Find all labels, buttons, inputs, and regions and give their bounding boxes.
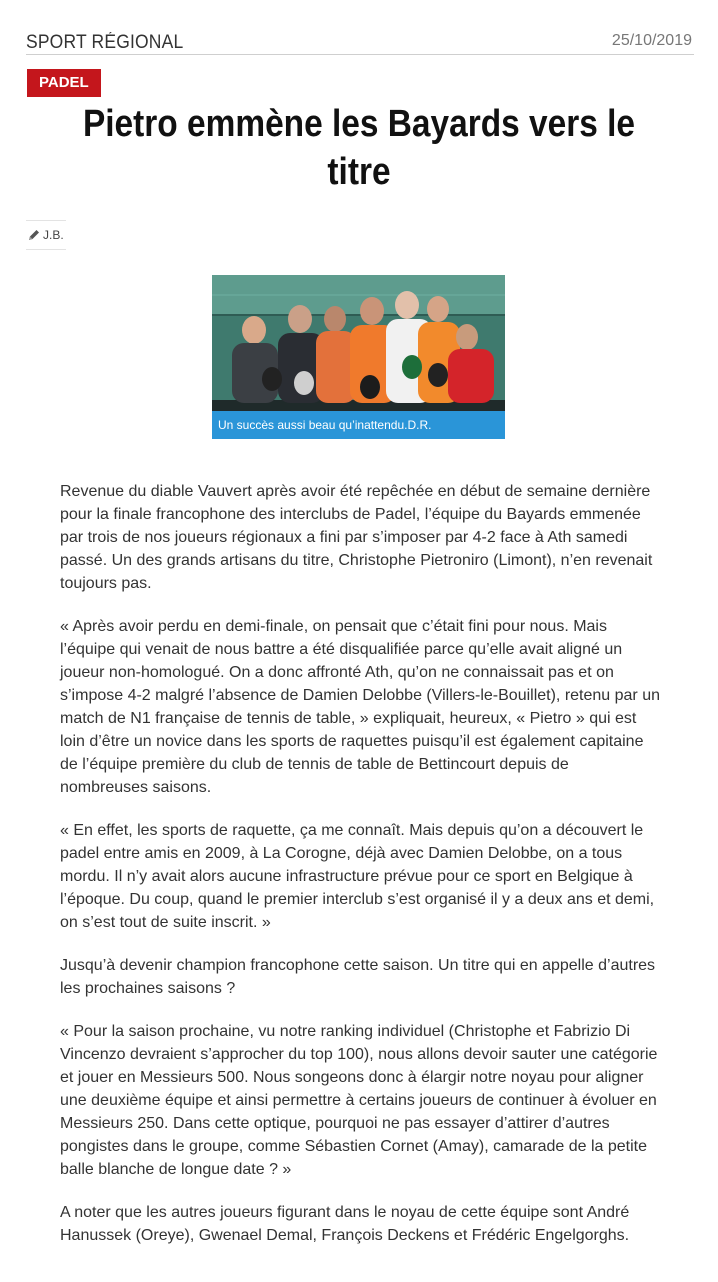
photo-caption: Un succès aussi beau qu’inattendu.D.R. bbox=[212, 411, 505, 439]
paragraph: « Après avoir perdu en demi-finale, on pensait que c’était fini pour nous. Mais l’équipe qui venait de nous battre a été disqualifiée parce qu’elle avait aligné un joueur non-homologué. On a donc affronté Ath, qu’on ne connaissait pas et on s’impose 4-2 malgré l’absence de Damien Delobbe (Villers-le-Bouillet), retenu par un match de N1 française de tennis de table, » expliquait, heureux, « Pietro » qui est loin d’être un novice dans les sports de raquettes puisqu’il est également capitaine de l’équipe première du club de tennis de table de Bettincourt depuis de nombreuses saisons. bbox=[60, 618, 660, 796]
article-figure[interactable] bbox=[212, 275, 505, 439]
section-header bbox=[26, 28, 694, 55]
paragraph: Revenue du diable Vauvert après avoir été repêchée en début de semaine dernière pour la finale francophone des interclubs de Padel, l’équipe du Bayards emmenée par trois de nos joueurs régionaux a fini par s’imposer par 4-2 face à Ath samedi passé. Un des grands artisans du titre, Christophe Pietroniro (Limont), n’en revenait toujours pas. bbox=[60, 483, 653, 592]
team-photo[interactable] bbox=[212, 275, 505, 411]
paragraph: « En effet, les sports de raquette, ça me connaît. Mais depuis qu’on a découvert le padel entre amis en 2009, à La Corogne, déjà avec Damien Delobbe, on a tous mordu. Il n’y avait alors aucune infrastructure prévue pour ce sport en Belgique à l’époque. Du coup, quand le premier interclub s’est organisé il y a deux ans et demi, on s’est tout de suite inscrit. » bbox=[60, 822, 655, 931]
paragraph: A noter que les autres joueurs figurant dans le noyau de cette équipe sont André Hanussek (Oreye), Gwenael Demal, François Deckens et Frédéric Engelgorghs. bbox=[60, 1204, 630, 1244]
article-headline: Pietro emmène les Bayards vers le titre bbox=[82, 103, 636, 193]
publish-date: 25/10/2019 bbox=[611, 32, 692, 49]
author-name: J.B. bbox=[43, 228, 64, 242]
pencil-icon bbox=[27, 228, 41, 242]
paragraph: Jusqu’à devenir champion francophone cette saison. Un titre qui en appelle d’autres les prochaines saisons ? bbox=[60, 957, 656, 997]
section-label[interactable]: SPORT RÉGIONAL bbox=[26, 32, 184, 53]
byline bbox=[26, 220, 66, 250]
paragraph: « Pour la saison prochaine, vu notre ranking individuel (Christophe et Fabrizio Di Vincenzo devraient s’approcher du top 100), nous allons devoir sauter une catégorie et jouer en Messieurs 500. Nous songeons donc à élargir notre noyau pour aligner une deuxième équipe et ainsi permettre à certains joueurs de continuer à évoluer en Messieurs 250. Dans cette optique, pourquoi ne pas essayer d’attirer d’autres pongistes dans le groupe, comme Sébastien Cornet (Amay), camarade de la petite balle blanche de longue date ? » bbox=[60, 1023, 658, 1178]
article-body bbox=[60, 480, 660, 1267]
category-tag[interactable]: PADEL bbox=[27, 69, 101, 97]
